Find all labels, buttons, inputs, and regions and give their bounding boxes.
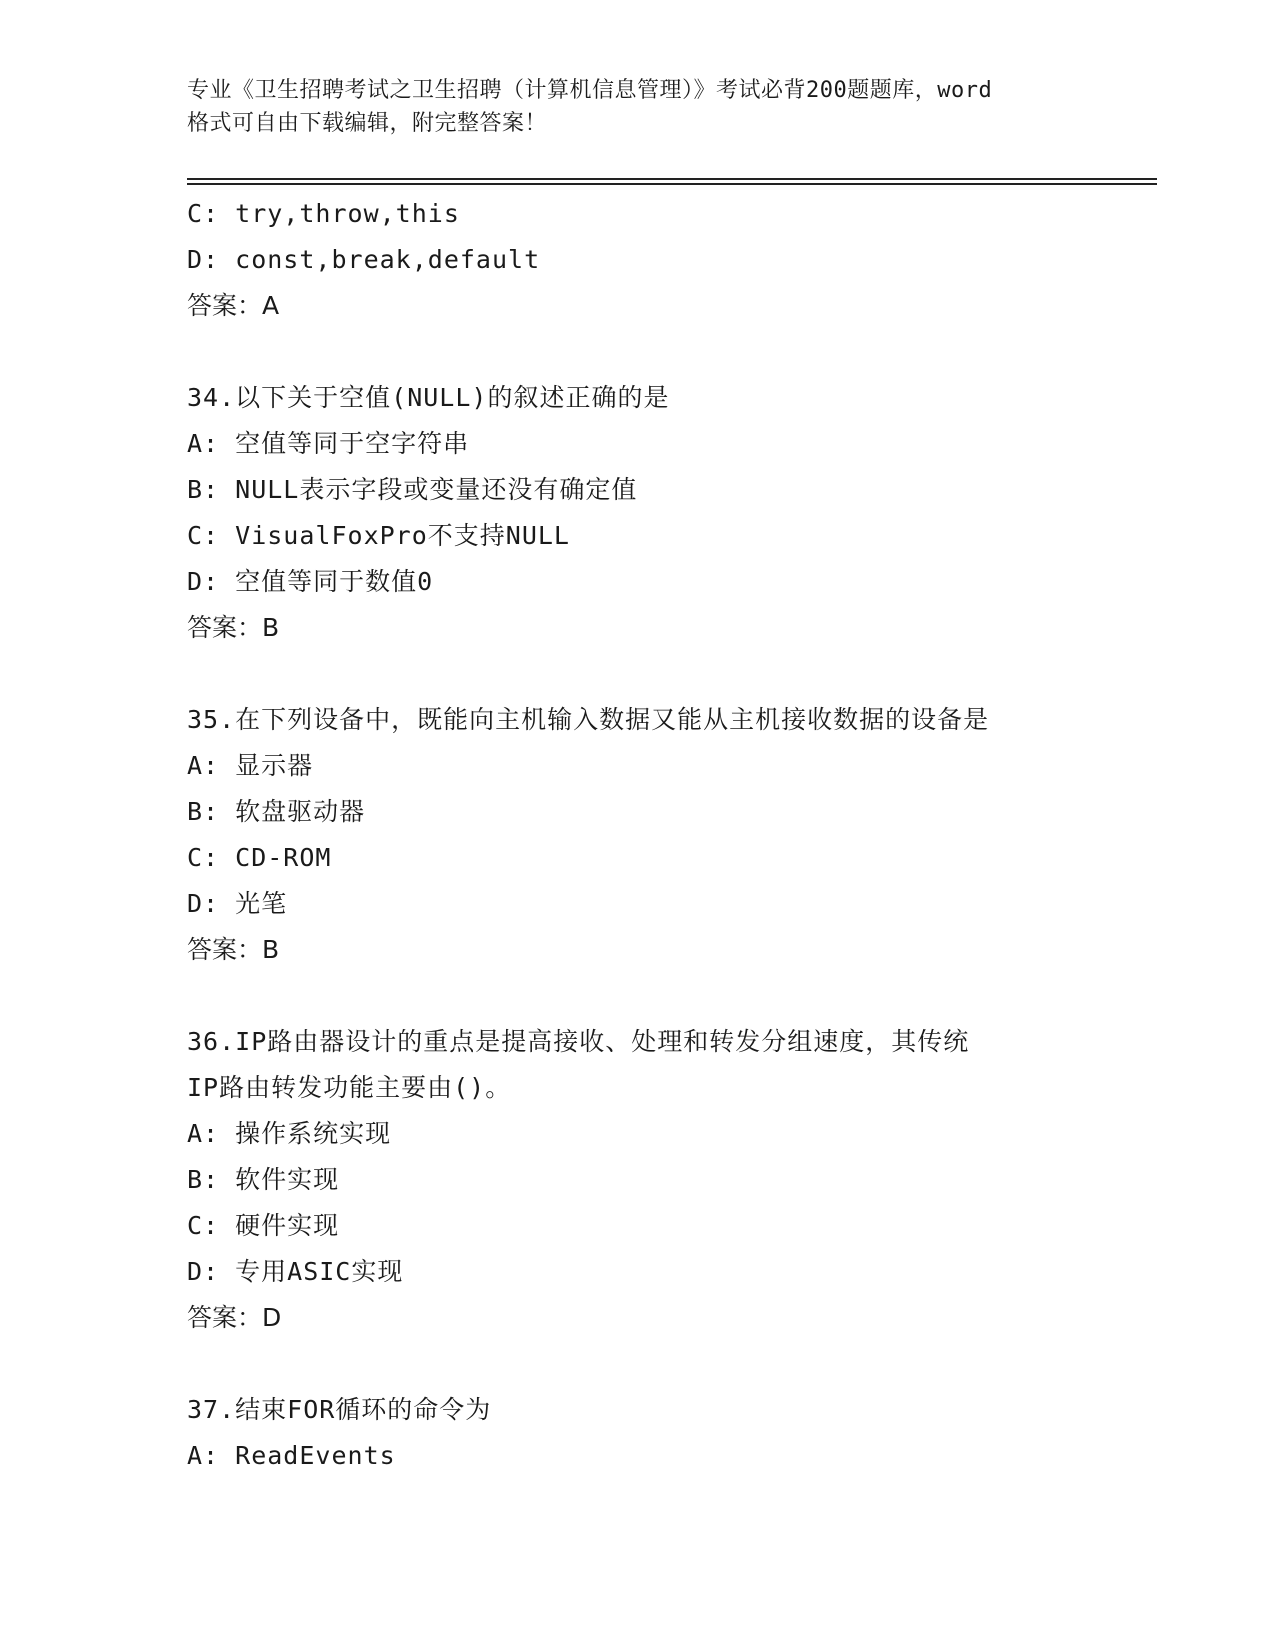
option-c: C: try,throw,this (187, 199, 460, 228)
document-header (187, 74, 1087, 140)
option-c: C: 硬件实现 (187, 1211, 340, 1240)
header-line-1: 专业《卫生招聘考试之卫生招聘（计算机信息管理）》考试必背200题题库，word (187, 78, 993, 103)
question-block-34 (187, 375, 1187, 651)
option-b: B: NULL表示字段或变量还没有确定值 (187, 475, 638, 504)
answer-text: 答案：A (187, 291, 280, 320)
option-a: A: 空值等同于空字符串 (187, 429, 470, 458)
question-spacer (187, 651, 1187, 697)
question-list (187, 191, 1187, 1479)
question-spacer (187, 329, 1187, 375)
answer-text: 答案：B (187, 613, 280, 642)
question-block-35 (187, 697, 1187, 973)
option-a: A: 显示器 (187, 751, 314, 780)
option-c: C: CD-ROM (187, 843, 332, 872)
header-divider-bottom (187, 183, 1157, 185)
answer-text: 答案：D (187, 1303, 282, 1332)
question-stem: 37.结束FOR循环的命令为 (187, 1395, 492, 1424)
question-stem: 35.在下列设备中，既能向主机输入数据又能从主机接收数据的设备是 (187, 705, 990, 734)
answer-text: 答案：B (187, 935, 280, 964)
header-divider-top (187, 178, 1157, 180)
question-block-36 (187, 1019, 1187, 1341)
question-block-37 (187, 1387, 1187, 1479)
question-spacer (187, 1341, 1187, 1387)
question-spacer (187, 973, 1187, 1019)
option-d: D: 空值等同于数值0 (187, 567, 434, 596)
question-block-33 (187, 191, 1187, 329)
question-stem-line-2: IP路由转发功能主要由()。 (187, 1073, 512, 1102)
option-d: D: 专用ASIC实现 (187, 1257, 404, 1286)
question-stem-line-1: 36.IP路由器设计的重点是提高接收、处理和转发分组速度，其传统 (187, 1027, 970, 1056)
question-stem: 34.以下关于空值(NULL)的叙述正确的是 (187, 383, 670, 412)
option-a: A: 操作系统实现 (187, 1119, 392, 1148)
option-d: D: 光笔 (187, 889, 288, 918)
option-b: B: 软盘驱动器 (187, 797, 366, 826)
option-a: A: ReadEvents (187, 1441, 396, 1470)
option-c: C: VisualFoxPro不支持NULL (187, 521, 570, 550)
option-b: B: 软件实现 (187, 1165, 340, 1194)
option-d: D: const,break,default (187, 245, 541, 274)
header-line-2: 格式可自由下载编辑，附完整答案！ (187, 111, 548, 136)
